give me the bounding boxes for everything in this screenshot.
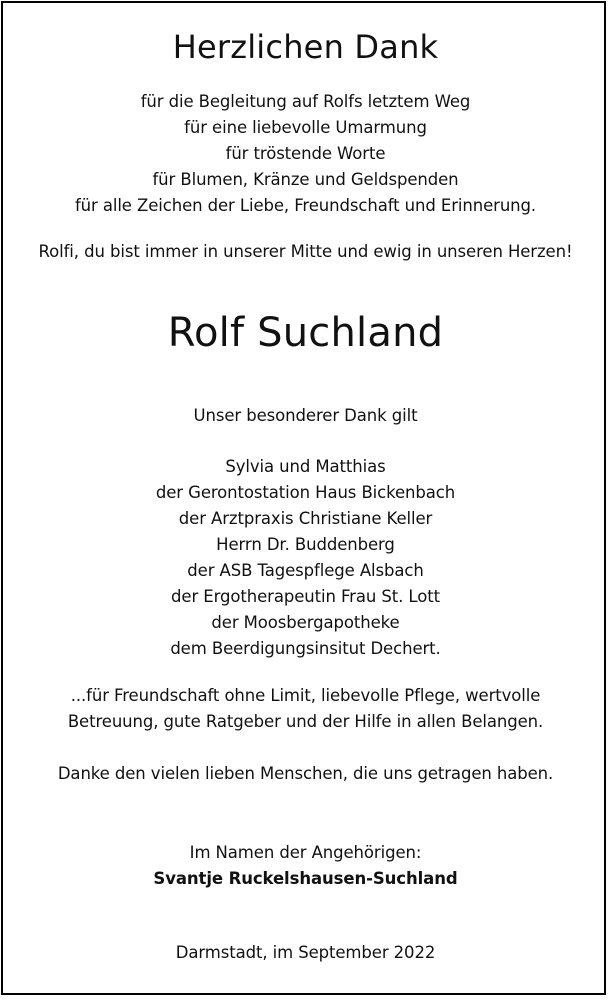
special-thanks-intro: Unser besonderer Dank gilt bbox=[193, 406, 418, 425]
notice-heading: Herzlichen Dank bbox=[172, 28, 439, 66]
recipient-line: der Arztpraxis Christiane Keller bbox=[178, 509, 433, 528]
recipient-line: der Moosbergapotheke bbox=[211, 613, 400, 632]
signatory-name: Svantje Ruckelshausen-Suchland bbox=[153, 869, 458, 888]
on-behalf-line: Im Namen der Angehörigen: bbox=[189, 843, 422, 862]
closing-line: Danke den vielen lieben Menschen, die uns getragen haben. bbox=[57, 764, 554, 783]
thanks-line: für tröstende Worte bbox=[225, 144, 386, 163]
reasons-line: Betreuung, gute Ratgeber und der Hilfe in allen Belangen. bbox=[67, 712, 544, 731]
reasons-line: ...für Freundschaft ohne Limit, liebevolle Pflege, wertvolle bbox=[70, 686, 541, 705]
recipient-line: der ASB Tagespflege Alsbach bbox=[187, 561, 424, 580]
deceased-name: Rolf Suchland bbox=[167, 310, 444, 356]
recipient-line: dem Beerdigungsinsitut Dechert. bbox=[170, 639, 441, 658]
recipient-line: Herrn Dr. Buddenberg bbox=[216, 535, 395, 554]
place-date: Darmstadt, im September 2022 bbox=[175, 943, 436, 962]
recipient-line: der Ergotherapeutin Frau St. Lott bbox=[171, 587, 440, 606]
recipient-line: Sylvia und Matthias bbox=[225, 457, 386, 476]
thanks-line: für alle Zeichen der Liebe, Freundschaft und Erinnerung. bbox=[74, 196, 537, 215]
recipient-line: der Gerontostation Haus Bickenbach bbox=[155, 483, 456, 502]
thanks-line: für die Begleitung auf Rolfs letztem Weg bbox=[140, 92, 471, 111]
memorial-line: Rolfi, du bist immer in unserer Mitte und ewig in unseren Herzen! bbox=[38, 242, 573, 261]
thanks-line: für eine liebevolle Umarmung bbox=[184, 118, 427, 137]
thanks-line: für Blumen, Kränze und Geldspenden bbox=[152, 170, 459, 189]
